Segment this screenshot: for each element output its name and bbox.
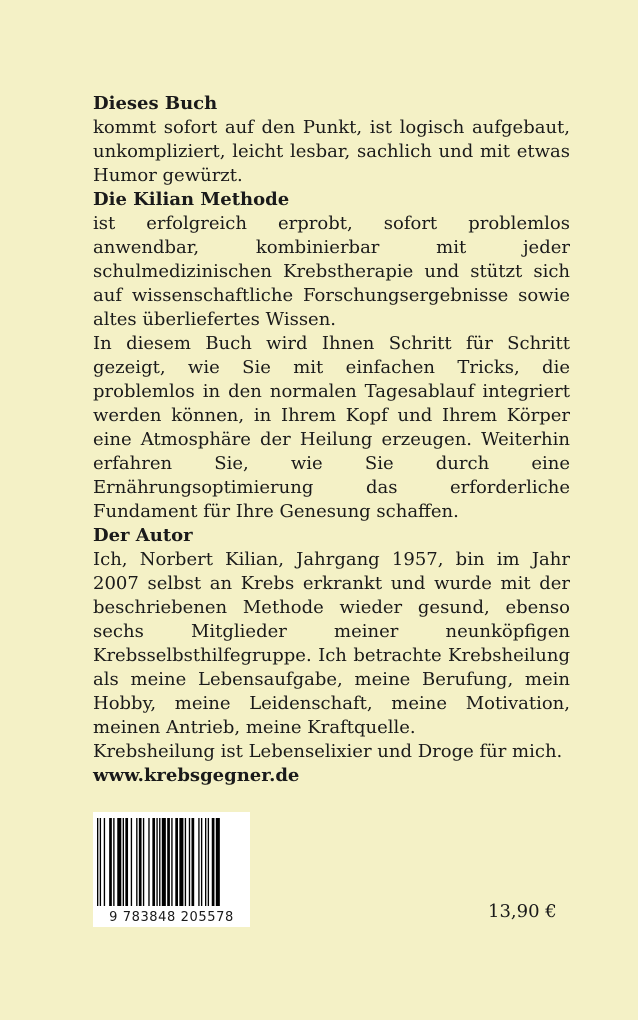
barcode-bar xyxy=(189,818,190,906)
author-heading: Der Autor xyxy=(93,525,193,546)
barcode-bar xyxy=(139,818,142,906)
method-heading: Die Kilian Methode xyxy=(93,189,290,210)
barcode-bar xyxy=(159,818,160,906)
barcode-bar xyxy=(216,818,220,906)
barcode-bar xyxy=(123,818,124,906)
barcode-bar xyxy=(156,818,157,906)
price-label: 13,90 € xyxy=(488,901,557,922)
author-description: Ich, Norbert Kilian, Jahrgang 1957, bin im Jahr 2007 selbst an Krebs erkrankt und wurde mit der beschriebenen Methode wieder gesund, ebenso sechs Mitglieder meiner neunköpfigen Krebsselbsthilfegruppe. Ich betrachte Krebsheilung als meine Lebensaufgabe, meine Berufung, mein Hobby, meine Leidenschaft, meine Motivation, meinen Antrieb, meine Kraftquelle. xyxy=(93,549,570,738)
barcode-bars xyxy=(93,812,250,910)
barcode-bar xyxy=(117,818,121,906)
barcode-bar xyxy=(162,818,166,906)
barcode-bar xyxy=(100,818,101,906)
website-link[interactable]: www.krebsgegner.de xyxy=(93,765,300,786)
method-description-2: In diesem Buch wird Ihnen Schritt für Schritt gezeigt, wie Sie mit einfachen Tricks, die problemlos in den normalen Tagesablauf integriert werden können, in Ihrem Kopf und Ihrem Körper eine Atmosphäre der Heilung erzeugen. Weiterhin erfahren Sie, wie Sie durch eine Ernährungsoptimierung das erforderliche Fundament für Ihre Genesung schaffen. xyxy=(93,333,570,522)
barcode-bar xyxy=(185,818,186,906)
barcode-bar xyxy=(212,818,215,906)
barcode-bar xyxy=(97,818,98,906)
barcode-bar xyxy=(113,818,114,906)
barcode-bar xyxy=(104,818,105,906)
barcode-bar xyxy=(171,818,172,906)
barcode-bar xyxy=(143,818,144,906)
barcode-bar xyxy=(152,818,155,906)
book-description: kommt sofort auf den Punkt, ist logisch aufgebaut, unkompliziert, leicht lesbar, sachlich und mit etwas Humor gewürzt. xyxy=(93,117,570,186)
author-description-2: Krebsheilung ist Lebenselixier und Droge für mich. xyxy=(93,741,563,762)
barcode-bar xyxy=(192,818,195,906)
barcode-bar xyxy=(148,818,149,906)
barcode-bar xyxy=(131,818,132,906)
barcode-bar xyxy=(208,818,209,906)
isbn-barcode xyxy=(93,812,250,927)
book-heading: Dieses Buch xyxy=(93,93,218,114)
barcode-bar xyxy=(198,818,199,906)
isbn-digits: 9 783848 205578 xyxy=(109,910,234,925)
blurb xyxy=(93,92,570,788)
method-description: ist erfolgreich erprobt, sofort problemlos anwendbar, kombinierbar mit jeder schulmedizinischen Krebstherapie und stützt sich auf wissenschaftliche Forschungsergebnisse sowie altes überliefertes Wissen. xyxy=(93,213,570,330)
barcode-bar xyxy=(179,818,183,906)
barcode-bar xyxy=(167,818,170,906)
barcode-bar xyxy=(125,818,128,906)
barcode-bar xyxy=(109,818,112,906)
barcode-bar xyxy=(136,818,137,906)
barcode-bar xyxy=(205,818,206,906)
barcode-bar xyxy=(201,818,202,906)
barcode-bar xyxy=(175,818,178,906)
